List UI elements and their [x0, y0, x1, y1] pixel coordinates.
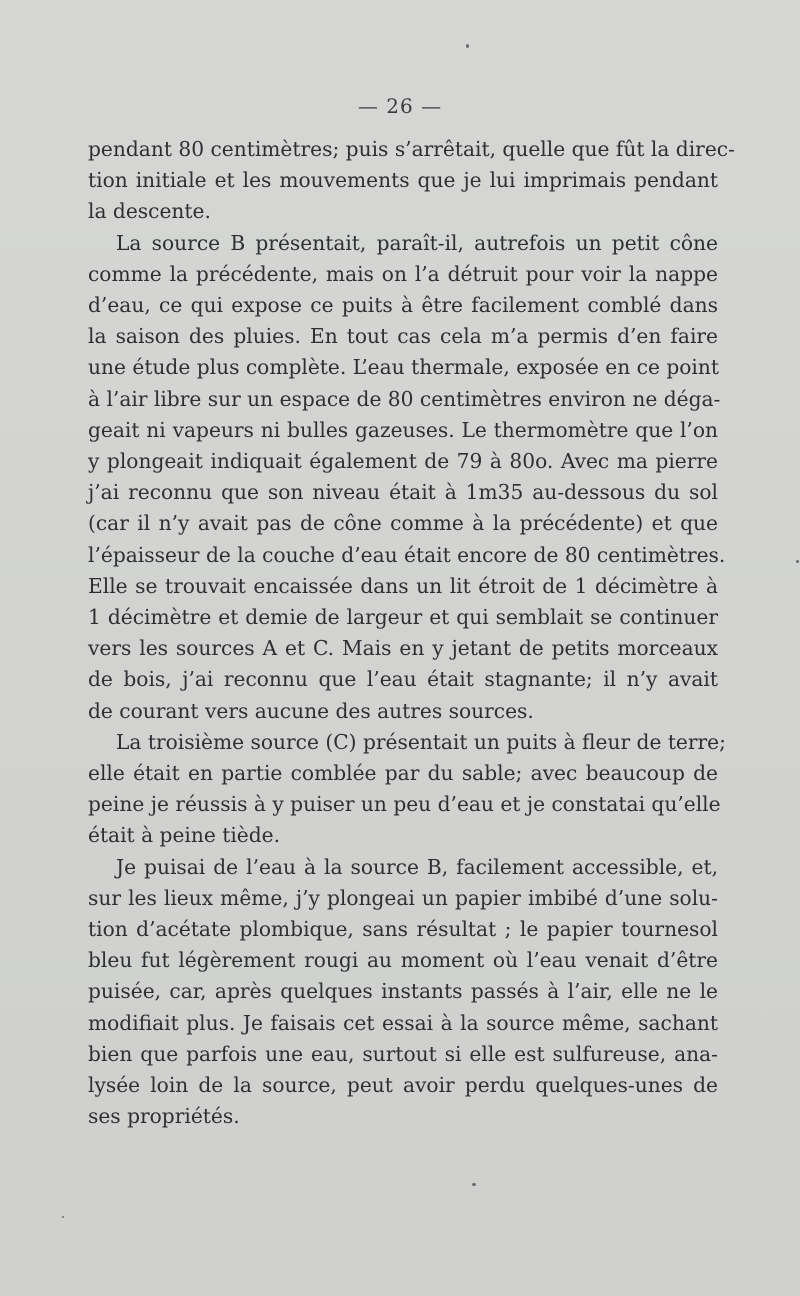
page-number: — 26 —: [357, 94, 443, 118]
ink-speck: [466, 44, 469, 48]
text-line: geait ni vapeurs ni bulles gazeuses. Le thermomètre que l’on: [88, 417, 718, 442]
paragraph-start-line: La troisième source (C) présentait un puits à fleur de terre;: [116, 729, 726, 754]
text-line: 1 décimètre et demie de largeur et qui semblait se continuer: [88, 605, 718, 630]
ink-speck: [62, 1216, 64, 1218]
text-line: sur les lieux même, j’y plongeai un papier imbibé d’une solu-: [88, 885, 718, 910]
body-text: [88, 134, 735, 1133]
paragraph-start-line: La source B présentait, paraît-il, autrefois un petit cône: [116, 230, 718, 255]
text-line: modifiait plus. Je faisais cet essai à la source même, sachant: [88, 1010, 718, 1035]
text-line: lysée loin de la source, peut avoir perdu quelques-unes de: [88, 1073, 718, 1098]
text-line: bien que parfois une eau, surtout si elle est sulfureuse, ana-: [88, 1041, 718, 1066]
text-line: d’eau, ce qui expose ce puits à être facilement comblé dans: [88, 293, 718, 318]
text-line: ses propriétés.: [88, 1104, 240, 1129]
text-line: (car il n’y avait pas de cône comme à la précédente) et que: [88, 511, 718, 536]
paragraph-start-line: Je puisai de l’eau à la source B, facilement accessible, et,: [116, 854, 718, 879]
text-line: pendant 80 centimètres; puis s’arrêtait, quelle que fût la direc-: [88, 137, 735, 161]
text-line: était à peine tiède.: [88, 823, 281, 848]
text-line: bleu fut légèrement rougi au moment où l’eau venait d’être: [88, 948, 718, 973]
text-line: la descente.: [88, 199, 211, 224]
text-line: vers les sources A et C. Mais en y jetant de petits morceaux: [88, 636, 718, 661]
text-line: de bois, j’ai reconnu que l’eau était stagnante; il n’y avait: [88, 667, 718, 692]
text-line: tion initiale et les mouvements que je lui imprimais pendant: [88, 168, 718, 193]
text-line: tion d’acétate plombique, sans résultat ; le papier tournesol: [88, 917, 718, 942]
text-line: une étude plus complète. L’eau thermale, exposée en ce point: [88, 355, 719, 380]
text-line: l’épaisseur de la couche d’eau était encore de 80 centimètres.: [88, 542, 726, 567]
ink-speck: [472, 1183, 476, 1186]
text-line: de courant vers aucune des autres sources.: [88, 698, 534, 723]
text-line: à l’air libre sur un espace de 80 centimètres environ ne déga-: [88, 386, 721, 411]
text-line: peine je réussis à y puiser un peu d’eau et je constatai qu’elle: [88, 792, 721, 817]
text-line: Elle se trouvait encaissée dans un lit étroit de 1 décimètre à: [88, 573, 718, 598]
text-line: elle était en partie comblée par du sable; avec beaucoup de: [88, 761, 718, 786]
ink-speck: [796, 560, 799, 563]
text-line: la saison des pluies. En tout cas cela m’a permis d’en faire: [88, 324, 718, 349]
text-line: j’ai reconnu que son niveau était à 1m35 au-dessous du sol: [88, 480, 718, 505]
text-line: y plongeait indiquait également de 79 à 80o. Avec ma pierre: [88, 449, 718, 474]
text-line: puisée, car, après quelques instants passés à l’air, elle ne le: [88, 979, 718, 1004]
text-line: comme la précédente, mais on l’a détruit pour voir la nappe: [88, 261, 718, 286]
